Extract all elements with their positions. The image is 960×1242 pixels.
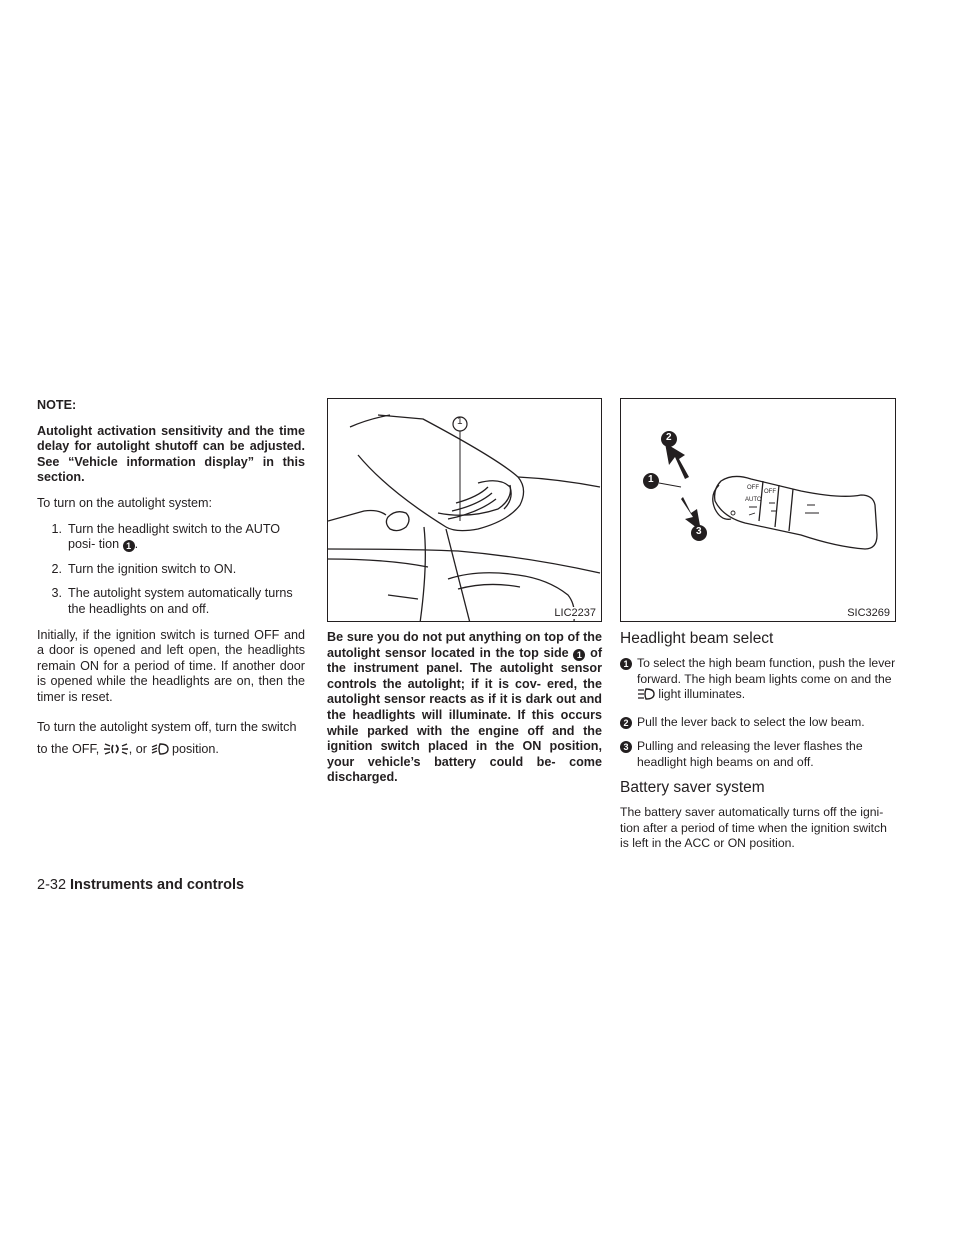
battery-text: The battery saver automatically turns off the igni- tion after a period of time when the ignition switch is left in the ACC or ON position. <box>620 805 887 851</box>
warning-text-b: of the instrument panel. The autolight sensor controls the autolight; if it is cov- ered, the autolight sensor reacts as if it is dark out and the headlights will illuminate. If this occurs while parked with the engine off and the ignition switch placed in the ON position, your vehicle’s battery could be- come discharged. <box>327 645 603 785</box>
figure-callout: 2 <box>666 432 672 443</box>
callout-marker-icon: 3 <box>620 741 632 753</box>
step-number: 3. <box>51 586 62 601</box>
steps-list <box>37 522 305 618</box>
page-number: 2-32 <box>37 877 67 893</box>
item-text: Pull the lever back to select the low beam. <box>637 714 865 729</box>
heading-battery-saver: Battery saver system <box>620 779 765 796</box>
beam-item <box>620 656 896 706</box>
beam-item <box>620 739 896 770</box>
lever-label-off-1: OFF <box>747 485 759 491</box>
figure-code: LIC2237 <box>554 607 596 619</box>
parking-light-icon <box>103 741 129 763</box>
figure-callout: 1 <box>457 416 463 427</box>
callout-marker-icon: 1 <box>573 649 585 661</box>
dashboard-illustration <box>328 399 602 622</box>
reset-paragraph: Initially, if the ignition switch is turned OFF and a door is opened and left open, the headlights remain ON for a period of time. If another door is opened while the headlights are on, then the timer is reset. <box>37 627 305 704</box>
section-title: Instruments and controls <box>70 877 245 893</box>
step-number: 2. <box>51 561 62 576</box>
callout-marker-icon: 1 <box>123 540 135 552</box>
item-text: Pulling and releasing the lever flashes the headlight high beams on and off. <box>637 739 863 769</box>
lever-label-off-2: OFF <box>764 489 776 495</box>
note-heading: NOTE: <box>37 398 77 412</box>
figure-callout: 3 <box>696 526 702 537</box>
note-body: Autolight activation sensitivity and the time delay for autolight shutoff can be adjusted. See “Vehicle information display” in this section. <box>37 423 305 485</box>
step-item <box>37 562 305 578</box>
lever-label-auto: AUTO <box>745 497 762 503</box>
off-text-b: , or <box>128 741 147 756</box>
autolight-sensor-figure <box>327 398 602 622</box>
off-text-a: To turn the autolight system off, turn the switch to the OFF, <box>37 719 297 756</box>
right-column <box>620 398 896 862</box>
beam-item <box>620 715 896 731</box>
step-text: Turn the ignition switch to ON. <box>68 561 237 576</box>
callout-marker-icon: 2 <box>620 717 632 729</box>
page-footer <box>37 877 244 893</box>
step-text: Turn the headlight switch to the AUTO posi- tion <box>68 521 281 552</box>
headlight-icon <box>151 741 169 763</box>
figure-code: SIC3269 <box>847 607 890 619</box>
headlight-lever-figure <box>620 398 896 622</box>
step-item <box>37 586 305 617</box>
off-paragraph <box>37 716 305 763</box>
step-number: 1. <box>51 521 62 536</box>
high-beam-icon <box>637 687 655 706</box>
step-text: The autolight system automatically turns the headlights on and off. <box>68 586 293 616</box>
off-text-c: position. <box>172 741 219 756</box>
heading-headlight-beam-select: Headlight beam select <box>620 630 774 647</box>
warning-text-a: Be sure you do not put anything on top of the autolight sensor located in the top side <box>327 630 602 660</box>
figure-callout: 1 <box>648 474 654 485</box>
item-text: To select the high beam function, push the lever forward. The high beam lights come on and the <box>637 656 896 686</box>
lever-illustration <box>621 399 896 622</box>
warning-paragraph <box>327 630 602 786</box>
intro-text: To turn on the autolight system: <box>37 495 213 510</box>
step-item <box>37 522 305 553</box>
item-text-end: light illuminates. <box>658 687 746 701</box>
left-column <box>37 398 305 773</box>
step-text-end: . <box>134 537 139 552</box>
middle-column <box>327 398 602 796</box>
callout-marker-icon: 1 <box>620 658 632 670</box>
